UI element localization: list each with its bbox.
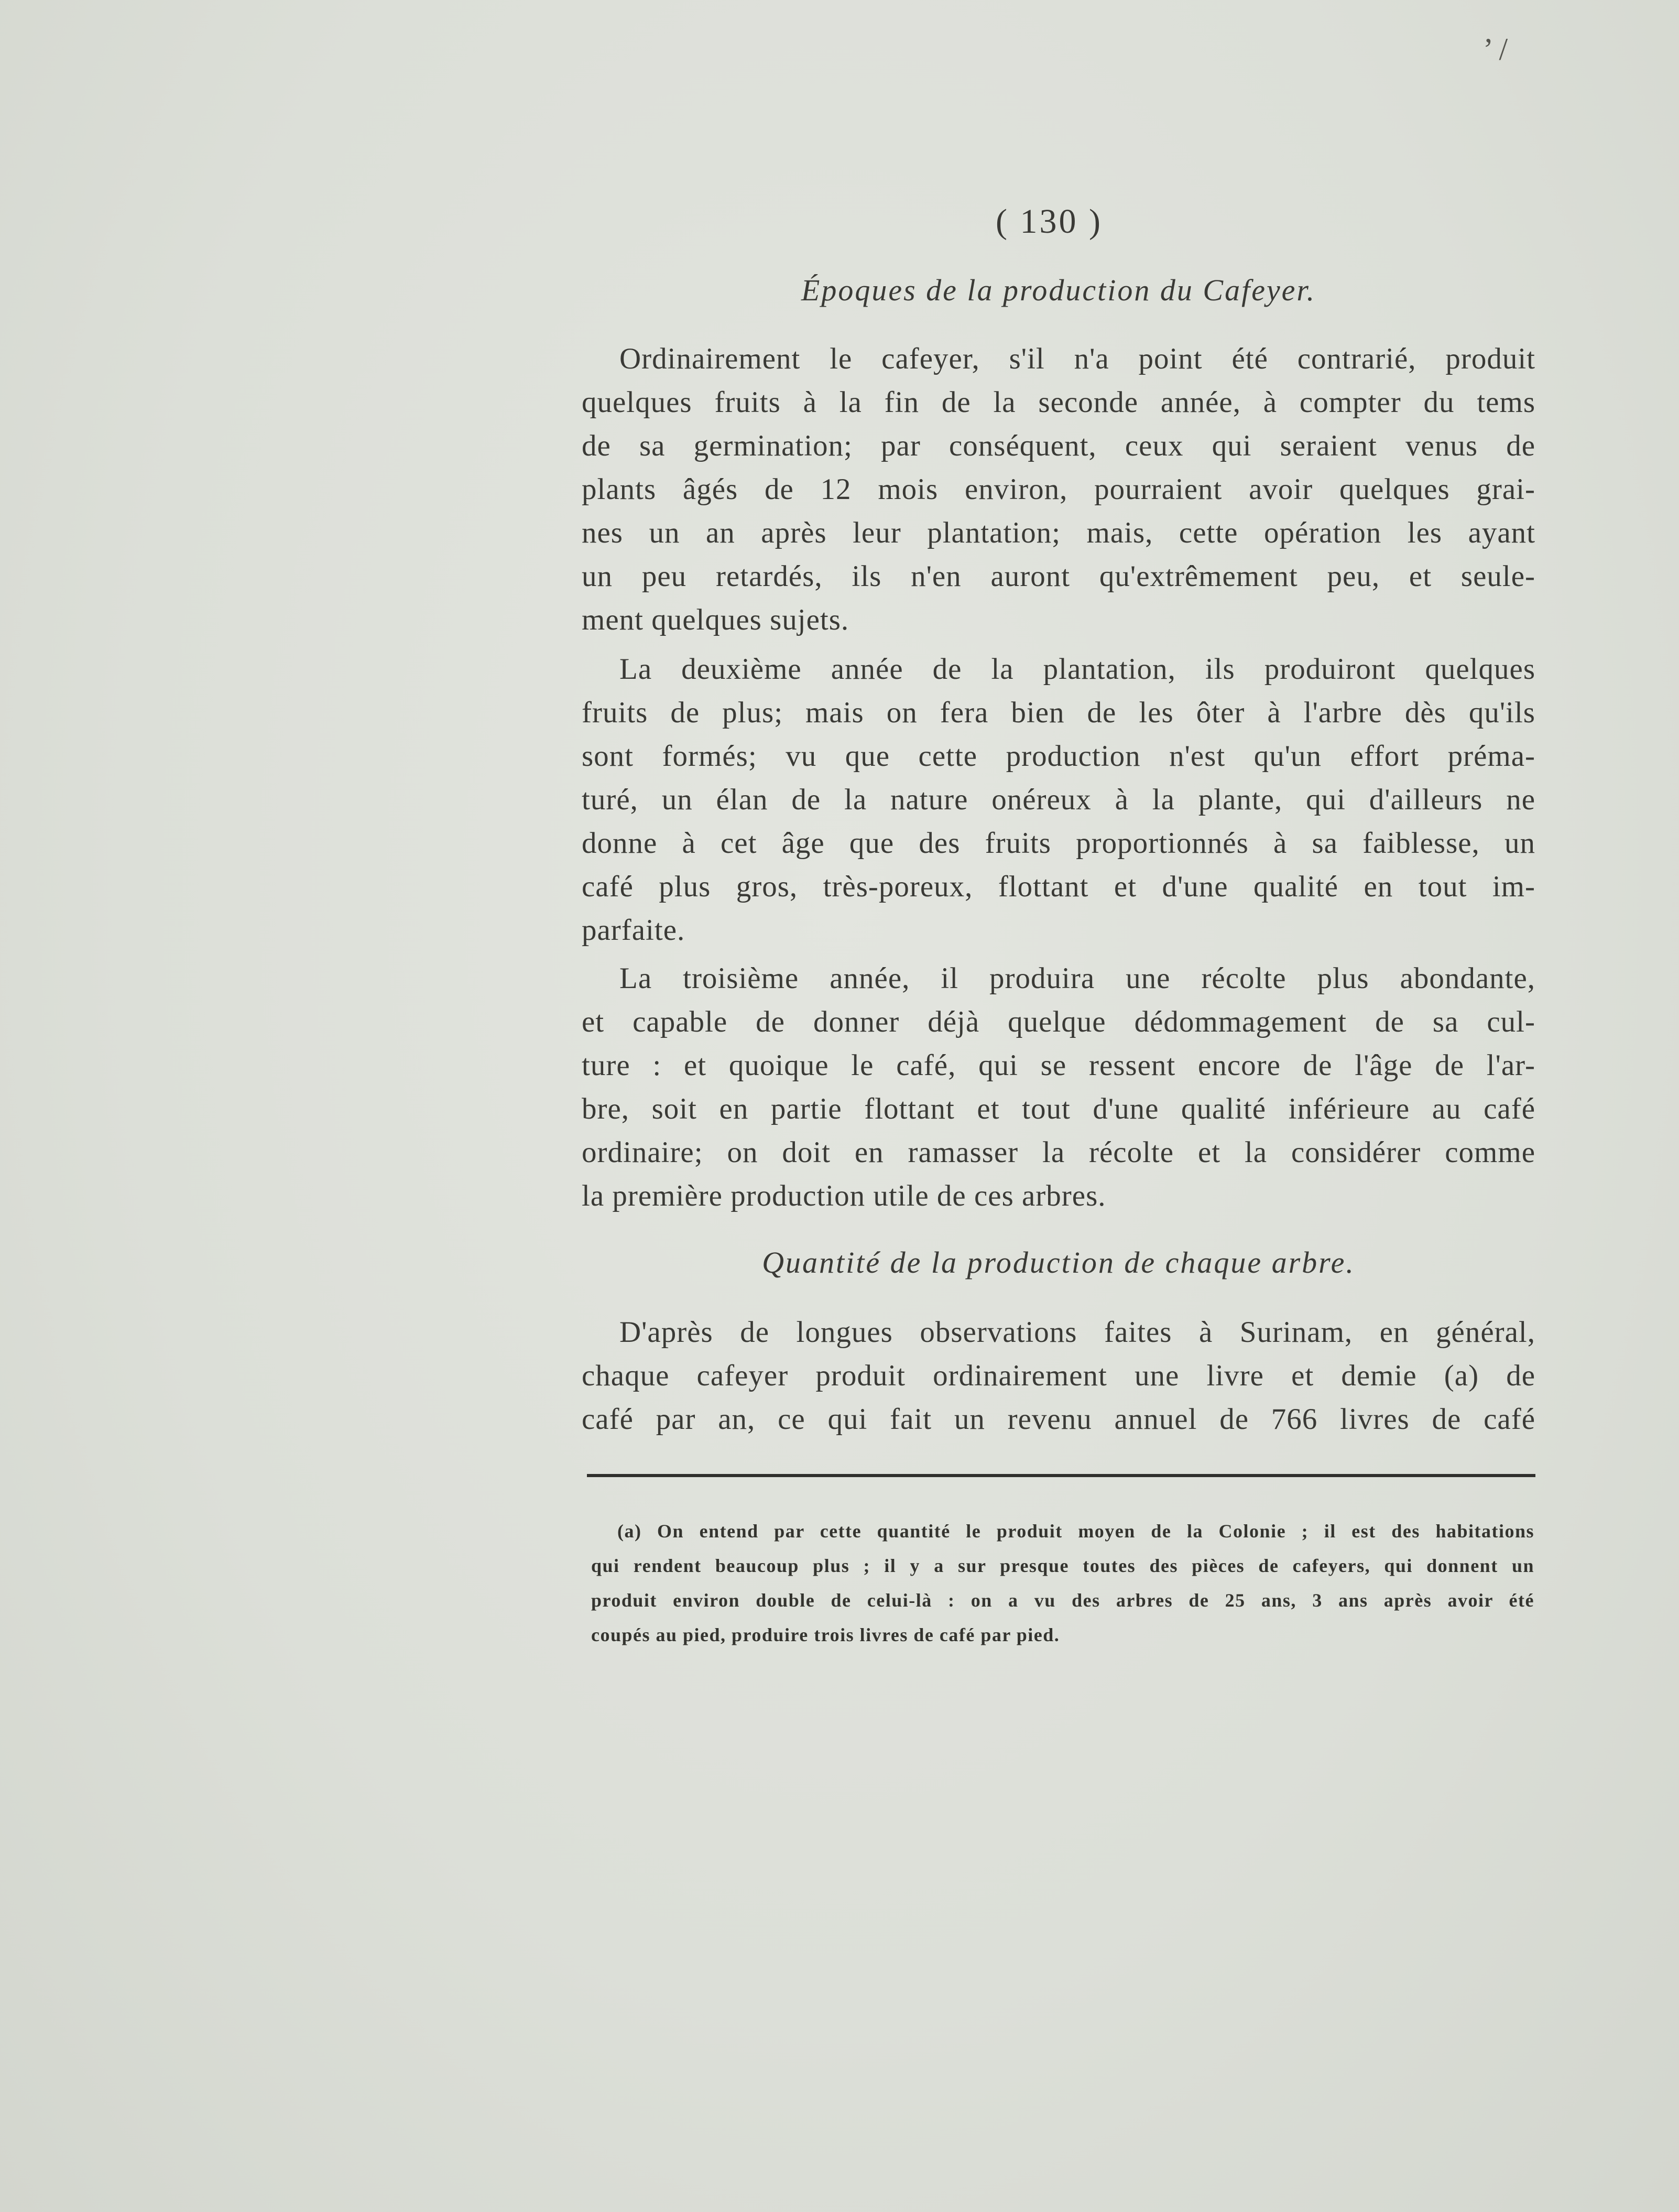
footnote xyxy=(591,1514,1534,1652)
corner-mark: ’ / xyxy=(1483,32,1508,67)
paragraph-1 xyxy=(582,337,1535,642)
footnote-line: qui rendent beaucoup plus ; il y a sur presque toutes des pièces de cafeyers, qui donnent un xyxy=(591,1555,1534,1576)
footnote-line: coupés au pied, produire trois livres de café par pied. xyxy=(591,1624,1060,1645)
text-line: sont formés; vu que cette production n'est qu'un effort préma- xyxy=(582,740,1535,773)
text-line: plants âgés de 12 mois environ, pourraient avoir quelques grai- xyxy=(582,473,1535,506)
text-line: fruits de plus; mais on fera bien de les ôter à l'arbre dès qu'ils xyxy=(582,696,1535,729)
text-line: bre, soit en partie flottant et tout d'une qualité inférieure au café xyxy=(582,1092,1535,1125)
page-number: ( 130 ) xyxy=(996,202,1103,241)
section-heading-epoques: Époques de la production du Cafeyer. xyxy=(801,273,1316,307)
text-line: quelques fruits à la fin de la seconde année, à compter du tems xyxy=(582,386,1535,419)
text-line: ordinaire; on doit en ramasser la récolte et la considérer comme xyxy=(582,1136,1535,1169)
paragraph-4 xyxy=(582,1310,1535,1441)
text-line: ture : et quoique le café, qui se ressent encore de l'âge de l'ar- xyxy=(582,1049,1535,1082)
text-line: café par an, ce qui fait un revenu annuel de 766 livres de café xyxy=(582,1403,1535,1436)
text-line: café plus gros, très-poreux, flottant et d'une qualité en tout im- xyxy=(582,870,1535,903)
text-line: ment quelques sujets. xyxy=(582,603,849,636)
text-line: chaque cafeyer produit ordinairement une livre et demie (a) de xyxy=(582,1359,1535,1392)
text-line: nes un an après leur plantation; mais, cette opération les ayant xyxy=(582,516,1535,549)
text-line: de sa germination; par conséquent, ceux qui seraient venus de xyxy=(582,429,1535,462)
text-line: donne à cet âge que des fruits proportionnés à sa faiblesse, un xyxy=(582,827,1535,860)
paragraph-2 xyxy=(582,647,1535,952)
footnote-divider xyxy=(587,1474,1535,1477)
footnote-line: (a) On entend par cette quantité le produit moyen de la Colonie ; il est des habitations xyxy=(617,1521,1534,1542)
paragraph-3 xyxy=(582,957,1535,1218)
text-line: et capable de donner déjà quelque dédommagement de sa cul- xyxy=(582,1005,1535,1038)
text-line: La deuxième année de la plantation, ils produiront quelques xyxy=(619,653,1535,686)
text-line: un peu retardés, ils n'en auront qu'extrêmement peu, et seule- xyxy=(582,560,1535,593)
text-line: Ordinairement le cafeyer, s'il n'a point été contrarié, produit xyxy=(619,342,1535,375)
text-line: turé, un élan de la nature onéreux à la plante, qui d'ailleurs ne xyxy=(582,783,1535,816)
text-line: D'après de longues observations faites à Surinam, en général, xyxy=(619,1316,1535,1349)
text-line: la première production utile de ces arbres. xyxy=(582,1179,1106,1212)
section-heading-quantite: Quantité de la production de chaque arbre. xyxy=(762,1245,1355,1280)
text-line: La troisième année, il produira une récolte plus abondante, xyxy=(619,962,1535,995)
footnote-line: produit environ double de celui-là : on a vu des arbres de 25 ans, 3 ans après avoir été xyxy=(591,1590,1534,1611)
text-line: parfaite. xyxy=(582,914,685,947)
